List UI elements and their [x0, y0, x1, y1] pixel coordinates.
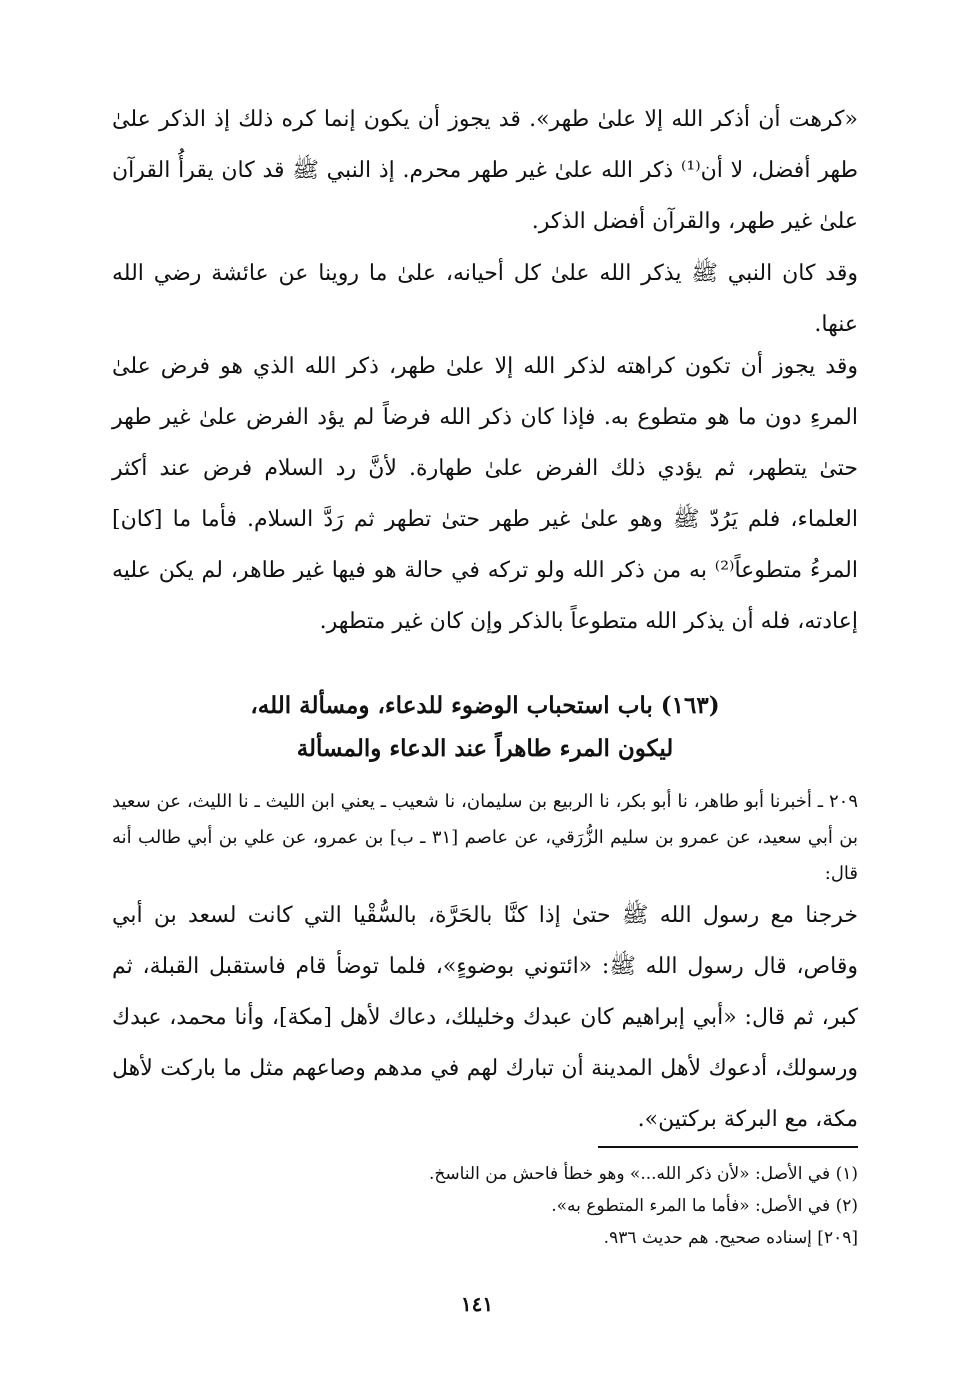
body-paragraph-1: «كرهت أن أذكر الله إلا علىٰ طهر». قد يجوز أن يكون إنما كره ذلك إذ الذكر علىٰ طهر أفضل، لا أن⁽¹⁾ ذكر الله علىٰ غير طهر محرم. إذ النبي ﷺ قد كان يقرأُ القرآن علىٰ غير طهر، والقرآن أفضل الذكر.: [112, 107, 858, 234]
chapter-heading-line-2: ليكون المرء طاهراً عند الدعاء والمسألة: [296, 735, 674, 762]
chapter-heading-line-1: (١٦٣) باب استحباب الوضوء للدعاء، ومسألة الله،: [250, 692, 720, 719]
footnote-1: (١) في الأصل: «لأن ذكر الله...» وهو خطأ فاحش من الناسخ.: [428, 1164, 858, 1184]
page-number: ١٤١: [460, 1292, 494, 1316]
footnote-2: (٢) في الأصل: «فأما ما المرء المتطوع به».: [551, 1196, 858, 1216]
footnote-divider: [598, 1146, 858, 1148]
hadith-isnad: ٢٠٩ ـ أخبرنا أبو طاهر، نا أبو بكر، نا الربيع بن سليمان، نا شعيب ـ يعني ابن الليث ـ نا الليث، عن سعيد بن أبي سعيد، عن عمرو بن سليم الزُّرَقي، عن عاصم [٣١ ـ ب] بن عمرو، عن علي بن أبي طالب أنه قال:: [112, 791, 858, 884]
footnote-hadith-grade: [٢٠٩] إسناده صحيح. هم حديث ٩٣٦.: [603, 1228, 858, 1248]
body-paragraph-3: وقد يجوز أن تكون كراهته لذكر الله إلا علىٰ طهر، ذكر الله الذي هو فرض علىٰ المرءِ دون ما هو متطوع به. فإذا كان ذكر الله فرضاً لم يؤد الفرض علىٰ غير طهر حتىٰ يتطهر، ثم يؤدي ذلك الفرض علىٰ طهارة. لأنَّ رد السلام فرض عند أكثر العلماء، فلم يَرُدّ ﷺ وهو علىٰ غير طهر حتىٰ تطهر ثم رَدَّ السلام. فأما ما [كان] المرءُ متطوعاً⁽²⁾ به من ذكر الله ولو تركه في حالة هو فيها غير طاهر، لم يكن عليه إعادته، فله أن يذكر الله متطوعاً بالذكر وإن كان غير متطهر.: [112, 354, 858, 634]
hadith-matn: خرجنا مع رسول الله ﷺ حتىٰ إذا كنَّا بالحَرَّة، بالسُّقْيا التي كانت لسعد بن أبي وقاص، قال رسول الله ﷺ: «ائتوني بوضوءٍ»، فلما توضأ قام فاستقبل القبلة، ثم كبر، ثم قال: «أبي إبراهيم كان عبدك وخليلك، دعاك لأهل [مكة]، وأنا محمد، عبدك ورسولك، أدعوك لأهل المدينة أن تبارك لهم في مدهم وصاعهم مثل ما باركت لأهل مكة، مع البركة بركتين».: [112, 903, 858, 1132]
footnotes: [112, 1158, 858, 1254]
body-paragraph-2: وقد كان النبي ﷺ يذكر الله علىٰ كل أحيانه، علىٰ ما روينا عن عائشة رضي الله عنها.: [112, 261, 858, 337]
